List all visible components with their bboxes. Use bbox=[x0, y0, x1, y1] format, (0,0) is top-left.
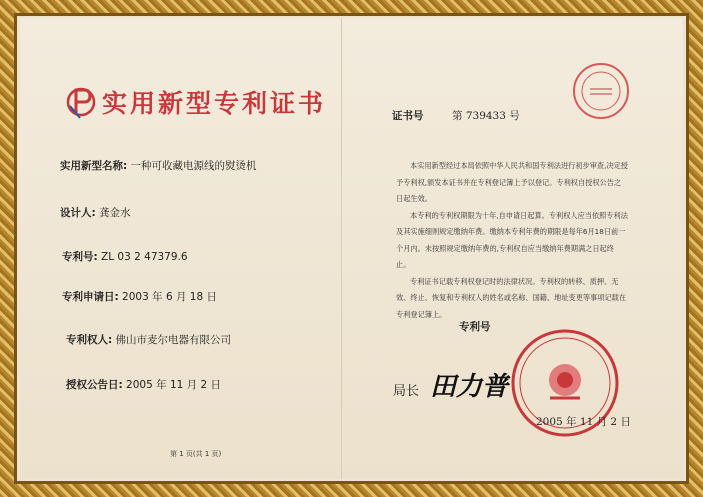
field-filing-date bbox=[62, 289, 217, 304]
field-value: 2005 年 11 月 2 日 bbox=[126, 379, 221, 391]
page-footer: 第 1 页(共 1 页) bbox=[170, 450, 222, 458]
center-fold bbox=[341, 18, 342, 479]
title-text: 实用新型专利证书 bbox=[102, 89, 327, 118]
body-text bbox=[396, 158, 628, 323]
certificate-title bbox=[66, 82, 326, 122]
field-value: 2003 年 6 月 18 日 bbox=[122, 291, 217, 303]
field-label: 授权公告日: bbox=[66, 379, 123, 391]
field-label: 设计人: bbox=[60, 207, 96, 219]
field-patentee bbox=[66, 332, 231, 347]
patent-office-logo-icon bbox=[66, 84, 96, 120]
field-value: 佛山市麦尔电器有限公司 bbox=[115, 334, 232, 346]
field-name bbox=[60, 158, 257, 173]
director-signature: 田力普 bbox=[430, 372, 509, 402]
field-label: 实用新型名称: bbox=[60, 160, 128, 172]
field-designer bbox=[60, 205, 131, 220]
issue-date: 2005 年 11 月 2 日 bbox=[536, 416, 631, 428]
field-value: 一种可收藏电源线的熨烫机 bbox=[130, 160, 257, 172]
patent-no-label: 专利号 bbox=[459, 321, 491, 333]
agency-seal-icon bbox=[572, 62, 630, 120]
field-label: 专利申请日: bbox=[62, 291, 119, 303]
paragraph-3: 专利证书记载专利权登记时的法律状况。专利权的转移、质押、无效、终止、恢复和专利权人的姓名或名称、国籍、地址变更等事项记载在专利登记簿上。 bbox=[396, 276, 627, 319]
cert-no-label: 证书号 bbox=[392, 110, 424, 122]
field-value: ZL 03 2 47379.6 bbox=[101, 251, 188, 263]
field-patent-no bbox=[62, 249, 188, 264]
paragraph-2: 本专利的专利权期限为十年,自申请日起算。专利权人应当依照专利法及其实施细则规定缴纳年费。缴纳本专利年费的期限是每年6月18日前一个月内。未按照规定缴纳年费的,专利权自应当缴纳年费期满之日起终止。 bbox=[396, 210, 628, 269]
director-label: 局长 bbox=[393, 384, 420, 399]
paragraph-1: 本实用新型经过本局依照中华人民共和国专利法进行初步审查,决定授予专利权,颁发本证书并在专利登记簿上予以登记。专利权自授权公告之日起生效。 bbox=[396, 161, 628, 203]
field-label: 专利权人: bbox=[66, 334, 113, 346]
field-label: 专利号: bbox=[62, 251, 98, 263]
field-value: 龚金水 bbox=[99, 207, 131, 219]
cert-no-value: 第 739433 号 bbox=[452, 110, 520, 122]
field-grant-date bbox=[66, 377, 221, 392]
